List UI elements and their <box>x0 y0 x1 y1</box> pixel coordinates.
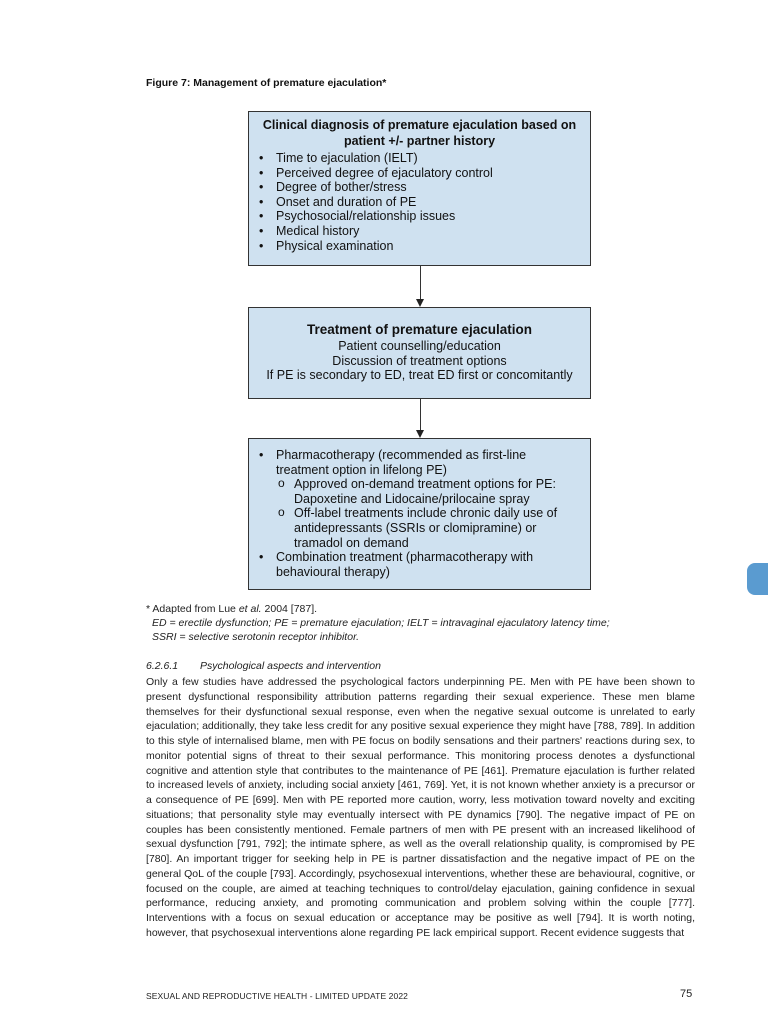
list-item: • Psychosocial/relationship issues <box>257 209 582 224</box>
list-item: • Degree of bother/stress <box>257 180 582 195</box>
pharmacotherapy-box <box>248 438 591 590</box>
pharmacotherapy-item: Pharmacotherapy (recommended as first-line treatment option in lifelong PE) <box>276 448 527 477</box>
flow-arrow-line <box>420 399 421 430</box>
list-item <box>257 448 582 550</box>
footnote-abbreviations-1: ED = erectile dysfunction; PE = premature ejaculation; IELT = intravaginal ejaculatory latency time; <box>152 617 610 629</box>
sub-list-item: o Off-label treatments include chronic daily use of antidepressants (SSRIs or clomipramine) or tramadol on demand <box>276 506 582 550</box>
section-title: Psychological aspects and intervention <box>200 660 381 672</box>
diagnosis-heading: Clinical diagnosis of premature ejaculation based on patient +/- partner history <box>262 118 577 148</box>
section-number: 6.2.6.1 <box>146 660 179 672</box>
list-item: • Perceived degree of ejaculatory control <box>257 166 582 181</box>
page-number: 75 <box>680 988 693 1000</box>
list-item: • Onset and duration of PE <box>257 195 582 210</box>
treatment-line: Patient counselling/education <box>338 339 501 353</box>
treatment-box <box>248 307 591 399</box>
chapter-side-tab[interactable] <box>747 563 768 595</box>
list-item: • Medical history <box>257 224 582 239</box>
footnote-etal: et al. <box>238 603 262 615</box>
sub-list <box>276 477 582 550</box>
section-body: Only a few studies have addressed the psychological factors underpinning PE. Men with PE have been shown to present dysfunctional responsibility attribution patterns regarding their sexual experience. These men blame themselves for their dysfunctional sexual response, even when the negative sexual outcome is unrelated to early ejaculation; additionally, they take less credit for any positive sexual experience they might have [788, 789]. In addition to this style of internalised blame, men with PE focus on bodily sensations and their partners' reactions during sex, to monitor potential signs of threat to their sexual performance. This monitoring process denotes a dysfunctional cognitive and attention style that contributes to the maintenance of PE [461]. Premature ejaculation is further related to increased levels of anxiety, including social anxiety [461, 769]. Yet, it is not known whether anxiety is a precursor or a consequence of PE [699]. Men with PE reported more caution, worry, less motivation toward novelty and exciting situations; that personality style may eventually intersect with PE dynamics [790]. The negative impact of PE on couples has been consistently mentioned. Female partners of men with PE present with an increased likelihood of sexual dysfunction [791, 792]; the intimate sphere, as well as the overall relationship quality, is compromised by PE [780]. An important trigger for seeking help in PE is partner dissatisfaction and the negative impact of PE on the general QoL of the couple [793]. Accordingly, psychosexual interventions, whether these are behavioural, cognitive, or focused on the couple, are aimed at teaching techniques to control/delay ejaculation, gaining confidence in sexual performance, reducing anxiety, and promoting communication and problem solving within the couple [777]. Interventions with a focus on sexual education or acceptance may be positive as well [794]. It is worth noting, however, that psychosexual interventions alone regarding PE lack empirical support. Recent evidence suggests that <box>146 676 695 939</box>
treatment-heading: Treatment of premature ejaculation <box>306 322 533 337</box>
footnote-abbreviations-2: SSRI = selective serotonin receptor inhibitor. <box>152 631 360 643</box>
sub-list-item: o Approved on-demand treatment options for PE: Dapoxetine and Lidocaine/prilocaine spray <box>276 477 582 506</box>
footnote-prefix: * Adapted from Lue <box>146 603 239 615</box>
treatment-line: Discussion of treatment options <box>332 353 507 368</box>
figure-title: Figure 7: Management of premature ejaculation* <box>146 77 387 89</box>
arrow-down-icon <box>416 299 424 307</box>
footnote-suffix: 2004 [787]. <box>261 603 318 615</box>
section-heading <box>146 660 381 672</box>
arrow-down-icon <box>416 430 424 438</box>
list-item: • Physical examination <box>257 239 582 254</box>
list-item: • Combination treatment (pharmacotherapy with behavioural therapy) <box>257 550 582 579</box>
treatment-line: If PE is secondary to ED, treat ED first or concomitantly <box>266 368 573 383</box>
footer-document-title: SEXUAL AND REPRODUCTIVE HEALTH - LIMITED UPDATE 2022 <box>146 991 408 1001</box>
diagnosis-box <box>248 111 591 266</box>
list-item: • Time to ejaculation (IELT) <box>257 151 582 166</box>
flow-arrow-line <box>420 266 421 299</box>
pharmacotherapy-list <box>257 448 582 579</box>
diagnosis-list <box>257 151 582 253</box>
footnote-source <box>146 602 317 616</box>
